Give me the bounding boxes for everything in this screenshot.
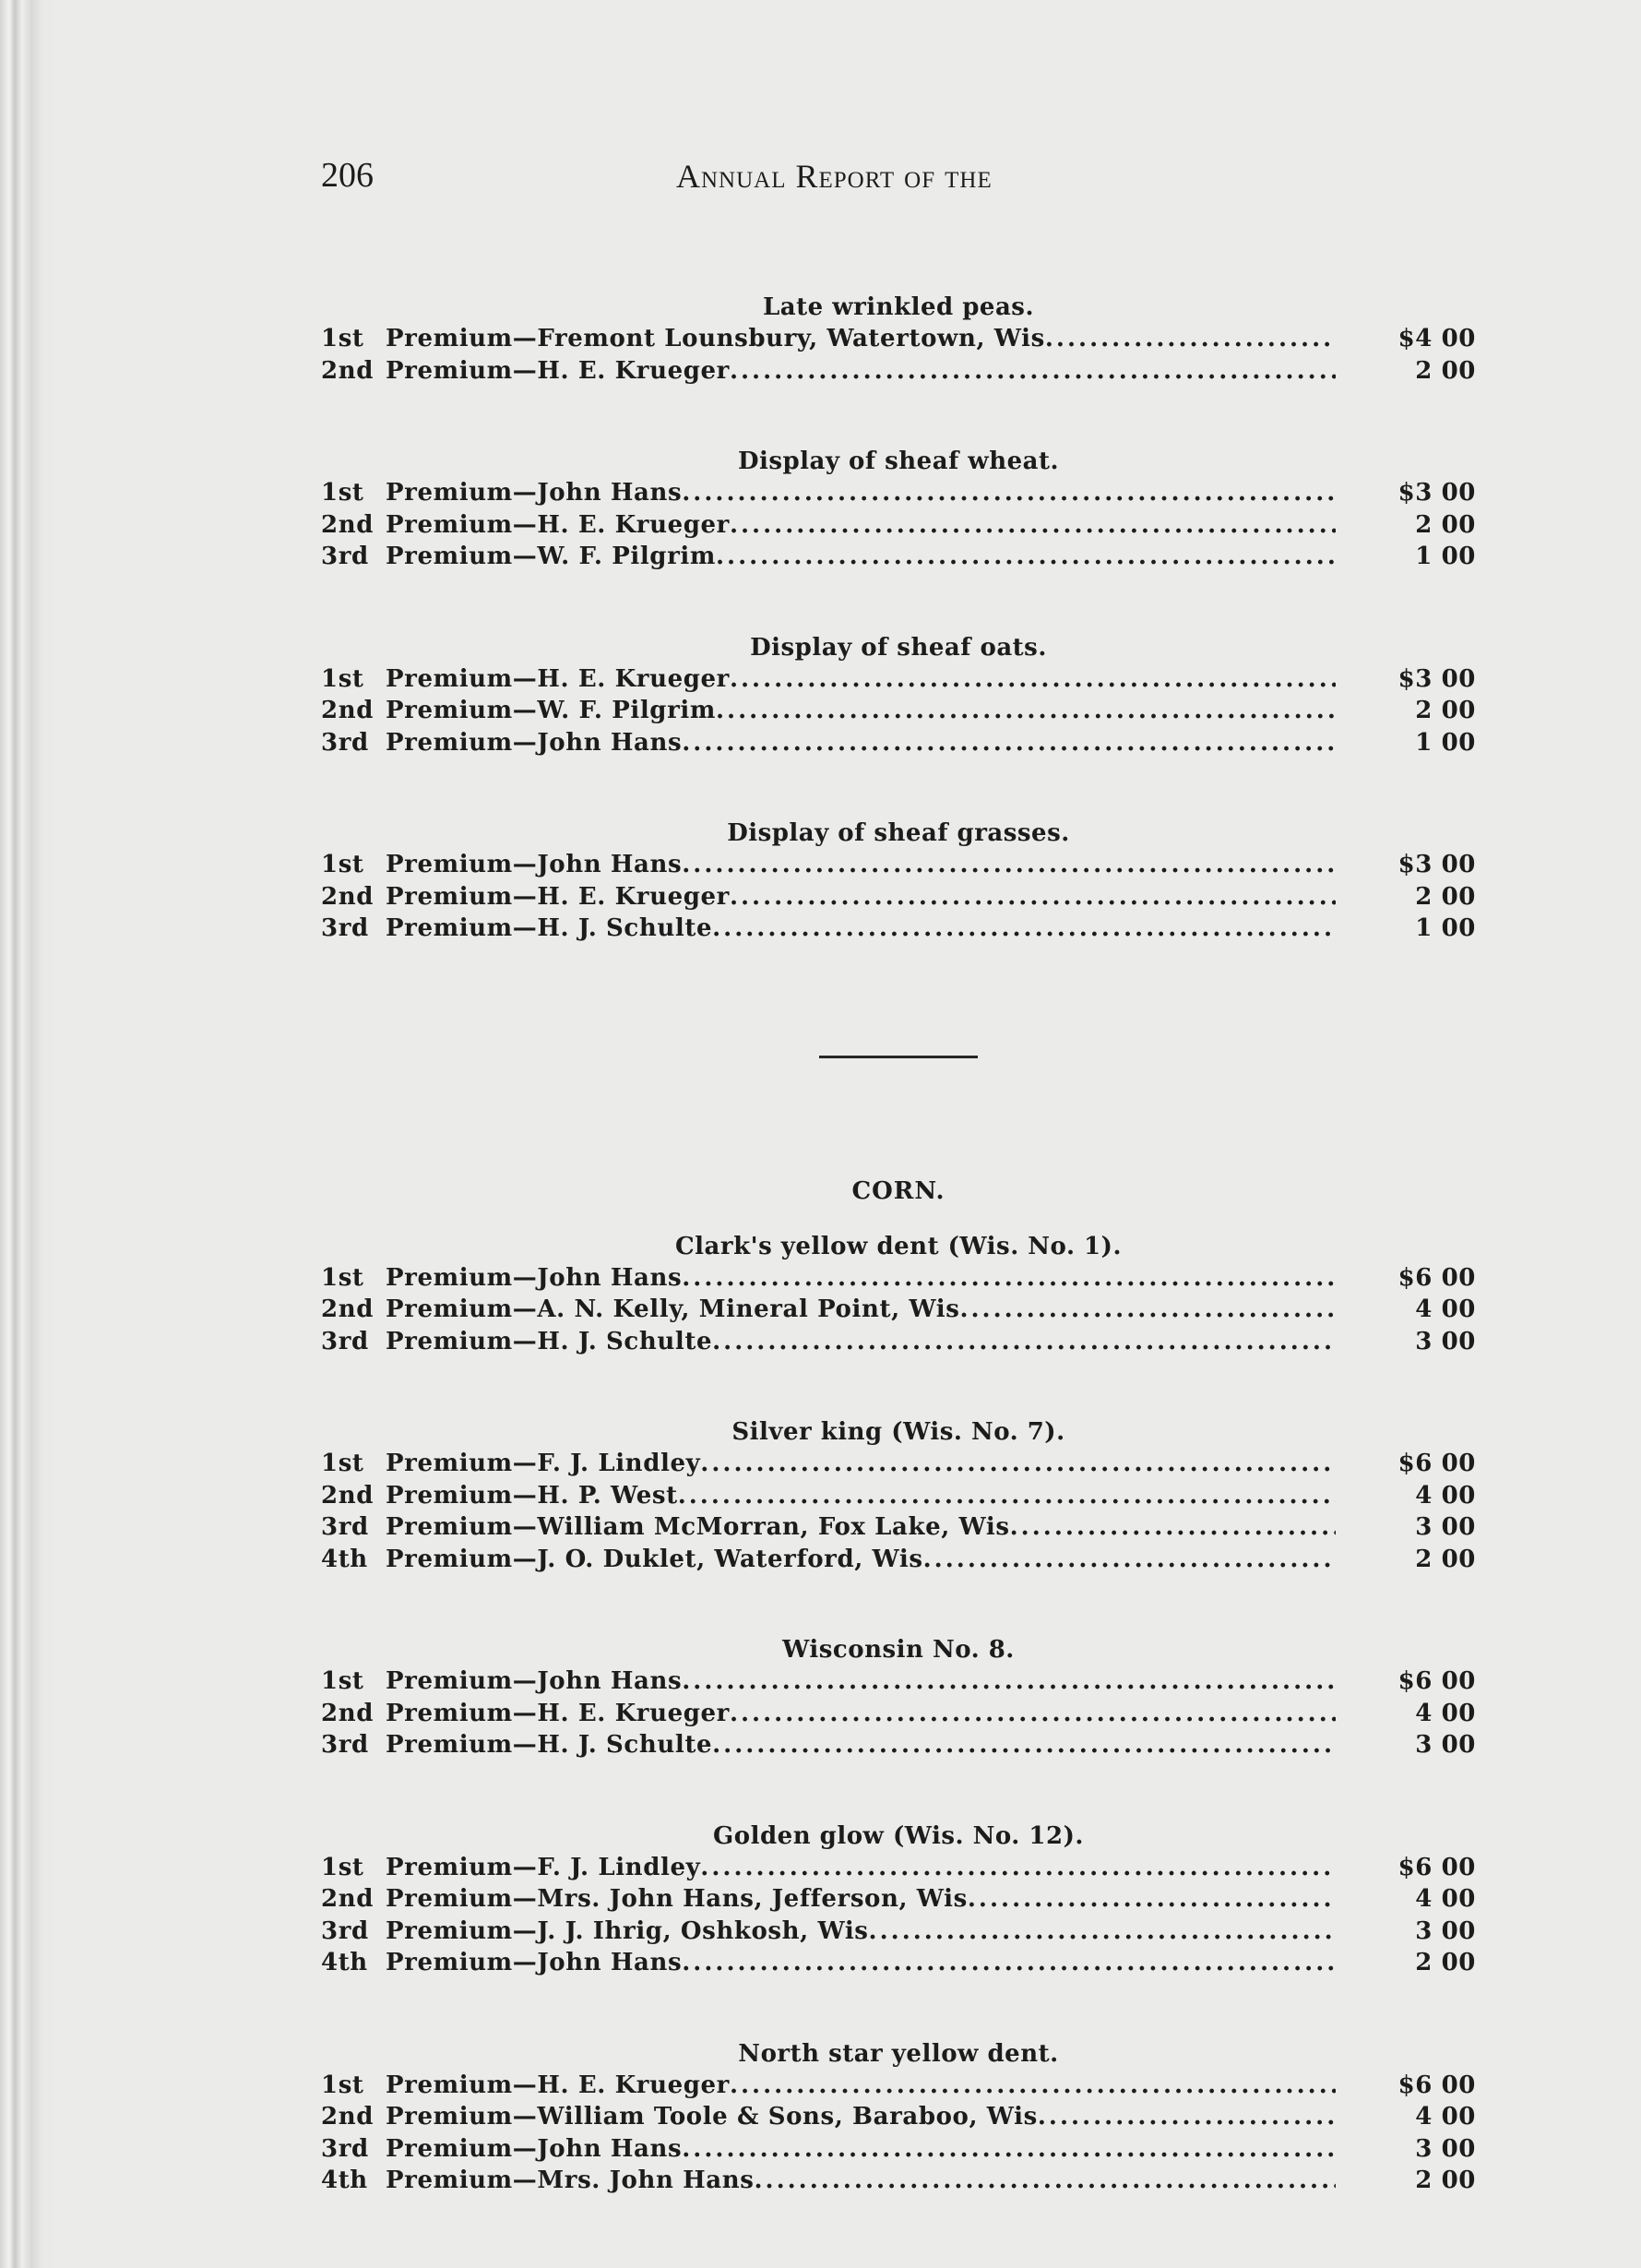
premium-entry [321, 323, 1336, 355]
dot-leader [730, 509, 1336, 542]
dot-leader [712, 913, 1336, 945]
premium-amount: 4 00 [1415, 1481, 1476, 1510]
premium-winner: Premium—W. F. Pilgrim [386, 697, 716, 724]
premium-entry [321, 541, 1336, 573]
dot-leader [682, 849, 1336, 881]
premium-amount: 2 00 [1415, 1545, 1476, 1573]
premium-entry [321, 1698, 1336, 1730]
premium-entry [321, 355, 1336, 388]
premium-row [321, 1480, 1476, 1512]
premium-entry [321, 1883, 1336, 1916]
premium-winner: Premium—H. J. Schulte [386, 1327, 713, 1355]
premium-row [321, 1294, 1476, 1326]
premium-winner: Premium—A. N. Kelly, Mineral Point, Wis [386, 1295, 960, 1323]
premium-row [321, 355, 1476, 388]
dot-leader [730, 1698, 1336, 1730]
premium-place: 1st [321, 479, 364, 507]
premium-row [321, 2133, 1476, 2166]
premium-entry [321, 695, 1336, 727]
premium-winner: Premium—H. E. Krueger [386, 510, 730, 539]
premium-place: 3rd [321, 1731, 369, 1759]
premium-section [321, 2038, 1476, 2197]
premium-row [321, 1511, 1476, 1544]
page-binding-edge [0, 0, 57, 2268]
dot-leader [968, 1883, 1336, 1916]
premium-place: 2nd [321, 1481, 374, 1510]
premium-row [321, 2070, 1476, 2102]
premium-place: 3rd [321, 914, 369, 942]
premium-winner: Premium—J. J. Ihrig, Oshkosh, Wis [386, 1916, 869, 1945]
premium-place: 1st [321, 2071, 364, 2099]
category-title: Late wrinkled peas. [762, 293, 1034, 321]
premium-entry [321, 2165, 1336, 2197]
dot-leader [1038, 2101, 1336, 2133]
premium-entry [321, 1326, 1336, 1358]
premium-amount: 4 00 [1415, 1885, 1476, 1913]
premium-place: 2nd [321, 1699, 374, 1727]
dot-leader [1045, 323, 1336, 355]
premium-section [321, 632, 1476, 759]
dot-leader [959, 1294, 1336, 1326]
premium-section [321, 446, 1476, 573]
premium-place: 3rd [321, 1327, 369, 1355]
premium-amount: 2 00 [1415, 882, 1476, 911]
premium-amount: 4 00 [1415, 1295, 1476, 1323]
premium-place: 3rd [321, 728, 369, 757]
premium-row [321, 1262, 1476, 1295]
category-title: Clark's yellow dent (Wis. No. 1). [674, 1232, 1122, 1260]
premium-winner: Premium—John Hans [386, 2134, 683, 2163]
premium-place: 3rd [321, 543, 369, 570]
premium-entry [321, 1665, 1336, 1698]
premium-amount: 3 00 [1415, 1513, 1476, 1541]
premium-amount: $6 00 [1397, 1667, 1476, 1695]
premium-winner: Premium—John Hans [386, 1949, 683, 1976]
category-title: Display of sheaf wheat. [737, 448, 1060, 475]
premium-place: 1st [321, 1667, 364, 1695]
premium-entry [321, 1511, 1336, 1544]
premium-amount: 2 00 [1415, 356, 1476, 385]
dot-leader [682, 1665, 1336, 1698]
premium-amount: 3 00 [1415, 2134, 1476, 2163]
dot-leader [730, 2070, 1336, 2102]
dot-leader [682, 1947, 1336, 1979]
premium-winner: Premium—W. F. Pilgrim [386, 543, 716, 570]
category-title: Display of sheaf grasses. [727, 819, 1070, 847]
premium-winner: Premium—Mrs. John Hans, Jefferson, Wis [386, 1885, 968, 1913]
premium-entry [321, 1294, 1336, 1326]
dot-leader [869, 1916, 1336, 1948]
dot-leader [712, 1326, 1336, 1358]
premium-winner: Premium—H. P. West [386, 1481, 678, 1510]
premium-section [321, 292, 1476, 387]
premium-row [321, 727, 1476, 759]
premium-entry [321, 1729, 1336, 1761]
premium-place: 2nd [321, 2103, 374, 2131]
premium-winner: Premium—John Hans [386, 1667, 683, 1695]
premium-row [321, 663, 1476, 696]
premium-section [321, 1416, 1476, 1575]
premium-entry [321, 1947, 1336, 1979]
category-title: Display of sheaf oats. [750, 633, 1047, 662]
premium-winner: Premium—J. O. Duklet, Waterford, Wis [386, 1545, 923, 1573]
dot-leader [1010, 1511, 1336, 1544]
premium-amount: 4 00 [1415, 2103, 1476, 2131]
premium-entry [321, 477, 1336, 509]
corn-heading: CORN. [851, 1176, 945, 1205]
premium-winner: Premium—F. J. Lindley [386, 1450, 701, 1477]
premium-entry [321, 2133, 1336, 2166]
premium-place: 4th [321, 2167, 368, 2194]
premium-place: 2nd [321, 356, 374, 385]
premium-amount: 2 00 [1415, 2167, 1476, 2194]
premium-amount: 3 00 [1415, 1327, 1476, 1355]
dot-leader [682, 1262, 1336, 1295]
dot-leader [712, 1729, 1336, 1761]
premium-row [321, 1947, 1476, 1979]
premium-winner: Premium—William McMorran, Fox Lake, Wis [386, 1513, 1010, 1541]
premium-entry [321, 509, 1336, 542]
premium-row [321, 1883, 1476, 1916]
dot-leader [700, 1448, 1336, 1480]
premium-entry [321, 1852, 1336, 1884]
premium-amount: $6 00 [1397, 1263, 1476, 1292]
premium-amount: 3 00 [1415, 1731, 1476, 1759]
premium-place: 1st [321, 1450, 364, 1477]
premium-entry [321, 2070, 1336, 2102]
premium-place: 2nd [321, 510, 374, 539]
premium-entry [321, 2101, 1336, 2133]
premium-row [321, 509, 1476, 542]
dot-leader [730, 355, 1336, 388]
premium-winner: Premium—John Hans [386, 728, 683, 757]
premium-place: 1st [321, 1853, 364, 1881]
premium-winner: Premium—Mrs. John Hans [386, 2167, 755, 2194]
premium-entry [321, 849, 1336, 881]
dot-leader [716, 541, 1336, 573]
premium-entry [321, 1480, 1336, 1512]
premium-place: 1st [321, 325, 364, 352]
premium-amount: $3 00 [1397, 664, 1476, 693]
dot-leader [682, 2133, 1336, 2166]
premium-entry [321, 1448, 1336, 1480]
premium-place: 4th [321, 1949, 368, 1976]
dot-leader [923, 1544, 1336, 1576]
premium-sections-top [321, 292, 1476, 945]
premium-place: 2nd [321, 697, 374, 724]
category-title: Golden glow (Wis. No. 12). [713, 1821, 1084, 1850]
premium-row [321, 849, 1476, 881]
dot-leader [754, 2165, 1336, 2197]
premium-place: 2nd [321, 882, 374, 911]
premium-section [321, 1820, 1476, 1979]
premium-row [321, 1544, 1476, 1576]
premium-amount: 2 00 [1415, 697, 1476, 724]
premium-row [321, 1852, 1476, 1884]
premium-winner: Premium—John Hans [386, 479, 683, 507]
premium-winner: Premium—H. J. Schulte [386, 914, 713, 942]
category-title: Silver king (Wis. No. 7). [731, 1418, 1065, 1446]
premium-winner: Premium—H. J. Schulte [386, 1731, 713, 1759]
premium-amount: $3 00 [1397, 851, 1476, 878]
premium-row [321, 2165, 1476, 2197]
premium-place: 2nd [321, 1885, 374, 1913]
premium-entry [321, 1916, 1336, 1948]
premium-amount: $4 00 [1397, 325, 1476, 352]
premium-winner: Premium—William Toole & Sons, Baraboo, Wis [386, 2103, 1038, 2131]
running-head: Annual Report of the [676, 158, 993, 195]
premium-row [321, 2101, 1476, 2133]
premium-amount: 1 00 [1415, 543, 1476, 570]
premium-amount: 4 00 [1415, 1699, 1476, 1727]
premium-sections-corn [321, 1231, 1476, 2197]
premium-entry [321, 913, 1336, 945]
dot-leader [716, 695, 1336, 727]
premium-row [321, 695, 1476, 727]
premium-amount: $6 00 [1397, 2071, 1476, 2099]
premium-section [321, 1634, 1476, 1761]
premium-row [321, 1326, 1476, 1358]
premium-winner: Premium—Fremont Lounsbury, Watertown, Wis [386, 325, 1045, 352]
premium-entry [321, 881, 1336, 913]
premium-place: 3rd [321, 1513, 369, 1541]
section-divider-area [321, 945, 1476, 1176]
premium-entry [321, 663, 1336, 696]
premium-amount: $6 00 [1397, 1450, 1476, 1477]
category-title: North star yellow dent. [738, 2039, 1059, 2068]
premium-row [321, 541, 1476, 573]
page-header [321, 148, 1476, 203]
premium-row [321, 913, 1476, 945]
premium-section [321, 818, 1476, 945]
dot-leader [682, 477, 1336, 509]
premium-row [321, 1698, 1476, 1730]
premium-winner: Premium—H. E. Krueger [386, 356, 730, 385]
premium-amount: 1 00 [1415, 914, 1476, 942]
premium-amount: 1 00 [1415, 728, 1476, 757]
section-divider [819, 1056, 978, 1058]
premium-amount: 2 00 [1415, 510, 1476, 539]
premium-row [321, 1448, 1476, 1480]
premium-winner: Premium—H. E. Krueger [386, 2071, 730, 2099]
premium-amount: $6 00 [1397, 1853, 1476, 1881]
category-title: Wisconsin No. 8. [782, 1636, 1015, 1664]
premium-row [321, 881, 1476, 913]
dot-leader [678, 1480, 1336, 1512]
premium-place: 3rd [321, 1916, 369, 1945]
premium-place: 3rd [321, 2134, 369, 2163]
page-number: 206 [321, 156, 374, 195]
premium-row [321, 1729, 1476, 1761]
dot-leader [730, 881, 1336, 913]
premium-entry [321, 1544, 1336, 1576]
document-page [321, 148, 1476, 2197]
premium-row [321, 477, 1476, 509]
premium-amount: 3 00 [1415, 1916, 1476, 1945]
premium-winner: Premium—H. E. Krueger [386, 1699, 730, 1727]
premium-section [321, 1231, 1476, 1358]
premium-entry [321, 1262, 1336, 1295]
premium-winner: Premium—F. J. Lindley [386, 1853, 701, 1881]
premium-place: 2nd [321, 1295, 374, 1323]
premium-row [321, 1665, 1476, 1698]
dot-leader [700, 1852, 1336, 1884]
premium-amount: 2 00 [1415, 1949, 1476, 1976]
premium-amount: $3 00 [1397, 479, 1476, 507]
dot-leader [730, 663, 1336, 696]
premium-row [321, 1916, 1476, 1948]
premium-winner: Premium—John Hans [386, 1263, 683, 1292]
premium-place: 1st [321, 664, 364, 693]
dot-leader [682, 727, 1336, 759]
premium-entry [321, 727, 1336, 759]
premium-winner: Premium—H. E. Krueger [386, 882, 730, 911]
premium-winner: Premium—John Hans [386, 851, 683, 878]
premium-place: 4th [321, 1545, 368, 1573]
premium-place: 1st [321, 851, 364, 878]
premium-winner: Premium—H. E. Krueger [386, 664, 730, 693]
premium-place: 1st [321, 1263, 364, 1292]
premium-row [321, 323, 1476, 355]
